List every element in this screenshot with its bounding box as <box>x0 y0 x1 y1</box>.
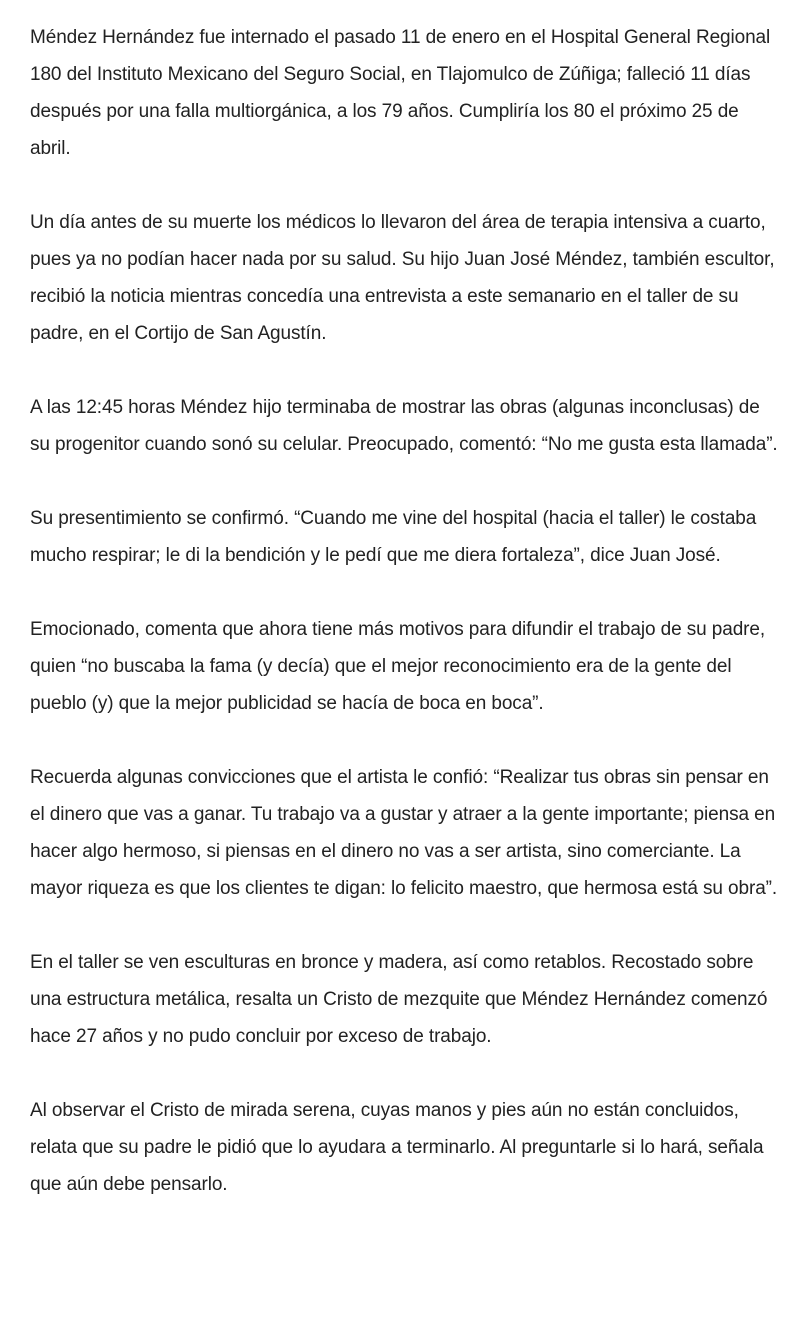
paragraph-motivation: Emocionado, comenta que ahora tiene más motivos para difundir el trabajo de su padre, quien “no buscaba la fama (y decía) que el mejor reconocimiento era de la gente del pueblo (y) que la mejor publicidad se hacía de boca en boca”. <box>30 619 766 714</box>
paragraph-convictions: Recuerda algunas convicciones que el artista le confió: “Realizar tus obras sin pensar en el dinero que vas a ganar. Tu trabajo va a gustar y atraer a la gente importante; piensa en hacer algo hermoso, si piensas en el dinero no vas a ser artista, sino comerciante. La mayor riqueza es que los clientes te digan: lo felicito maestro, que hermosa está su obra”. <box>30 767 778 899</box>
paragraph-christ-sculpture: Al observar el Cristo de mirada serena, cuyas manos y pies aún no están concluidos, relata que su padre le pidió que lo ayudara a terminarlo. Al preguntarle si lo hará, señala que aún debe pensarlo. <box>30 1100 764 1195</box>
paragraph-phone-call: A las 12:45 horas Méndez hijo terminaba de mostrar las obras (algunas inconclusas) de su progenitor cuando sonó su celular. Preocupado, comentó: “No me gusta esta llamada”. <box>30 397 778 455</box>
paragraph-premonition: Su presentimiento se confirmó. “Cuando me vine del hospital (hacia el taller) le costaba mucho respirar; le di la bendición y le pedí que me diera fortaleza”, dice Juan José. <box>30 508 757 566</box>
paragraph-day-before-death: Un día antes de su muerte los médicos lo llevaron del área de terapia intensiva a cuarto, pues ya no podían hacer nada por su salud. Su hijo Juan José Méndez, también escultor, recibió la noticia mientras concedía una entrevista a este semanario en el taller de su padre, en el Cortijo de San Agustín. <box>30 212 775 344</box>
paragraph-hospitalization: Méndez Hernández fue internado el pasado 11 de enero en el Hospital General Regional 180 del Instituto Mexicano del Seguro Social, en Tlajomulco de Zúñiga; falleció 11 días después por una falla multiorgánica, a los 79 años. Cumpliría los 80 el próximo 25 de abril. <box>30 27 771 159</box>
paragraph-workshop: En el taller se ven esculturas en bronce y madera, así como retablos. Recostado sobre una estructura metálica, resalta un Cristo de mezquite que Méndez Hernández comenzó hace 27 años y no pudo concluir por exceso de trabajo. <box>30 952 768 1047</box>
